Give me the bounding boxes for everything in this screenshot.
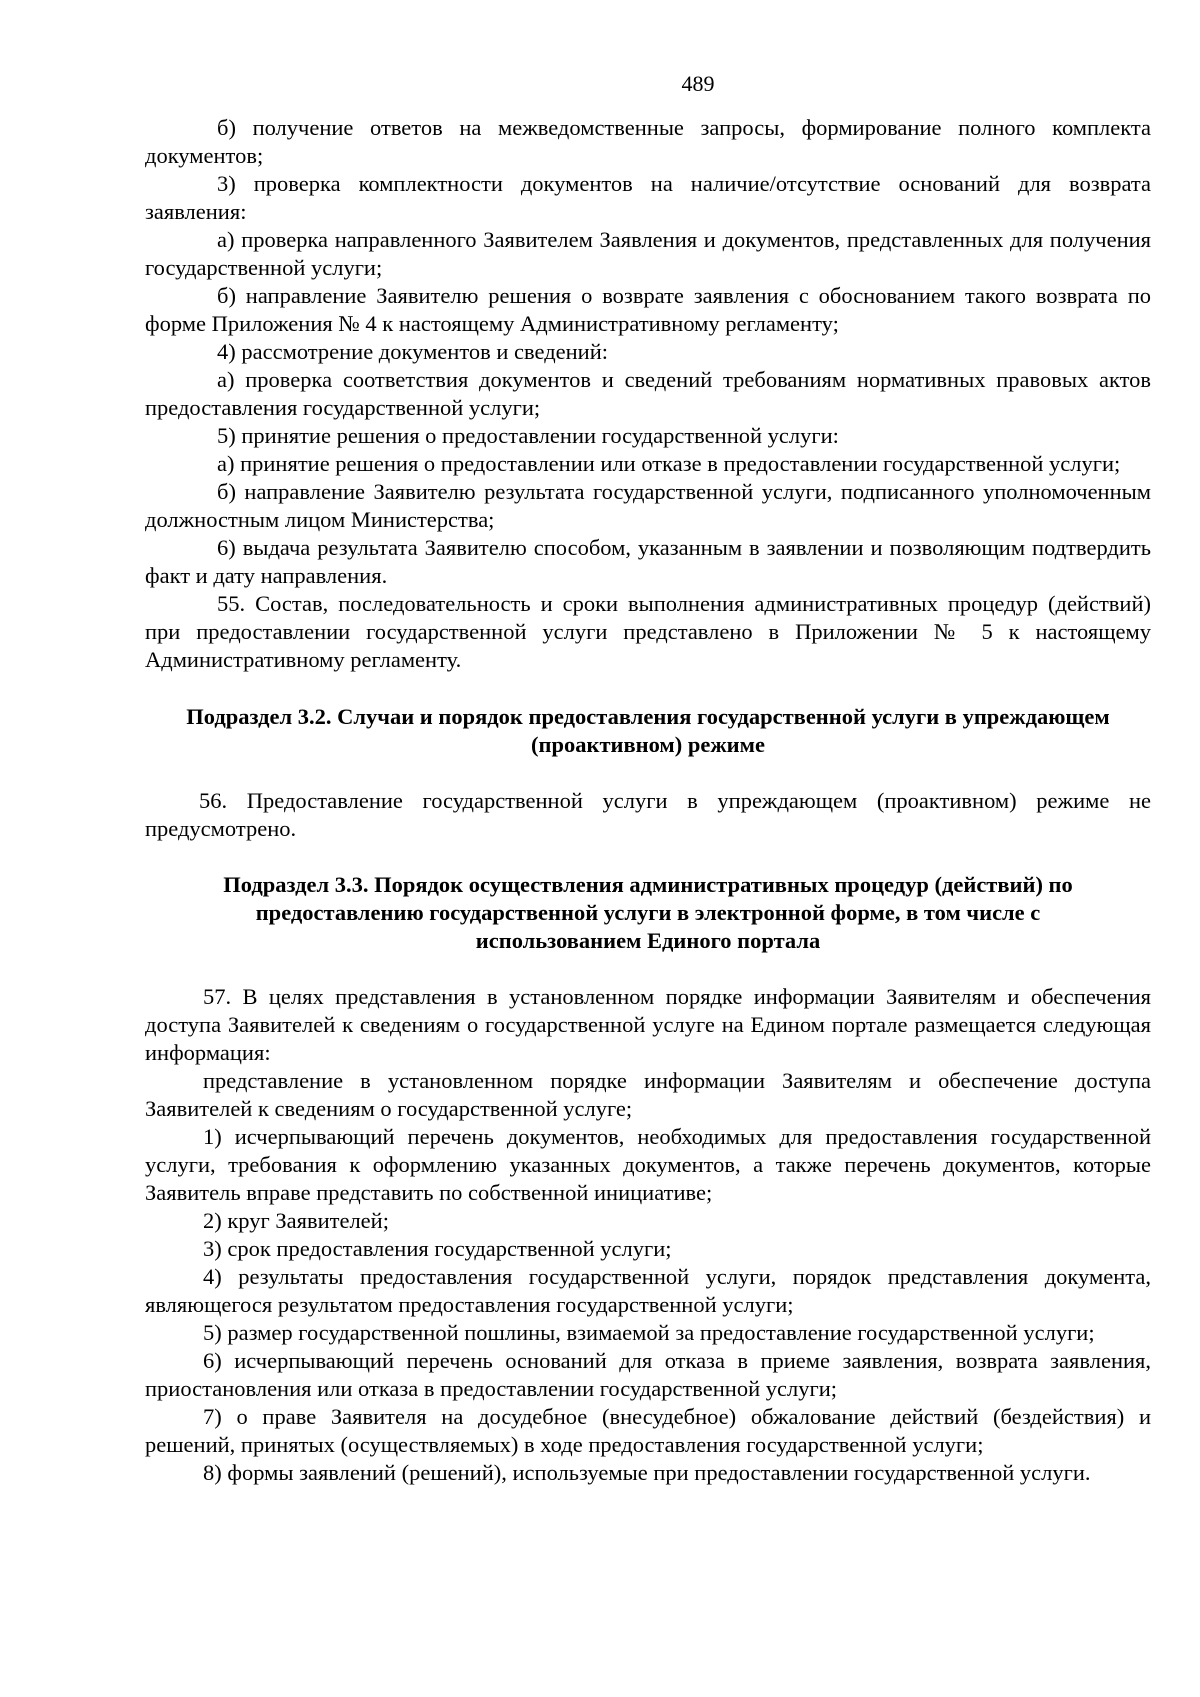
- page-number: 489: [681, 71, 715, 96]
- paragraph-57-2: 2) круг Заявителей;: [203, 1208, 389, 1233]
- paragraph-1b: б) получение ответов на межведомственные запросы, формирование полного комплекта документов;: [145, 115, 1151, 168]
- paragraph-3b: б) направление Заявителю решения о возврате заявления с обоснованием такого возврата по форме Приложения № 4 к настоящему Административному регламенту;: [145, 283, 1151, 336]
- subsection-3-2-heading-line-2: (проактивном) режиме: [531, 732, 765, 757]
- paragraph-4a: а) проверка соответствия документов и сведений требованиям нормативных правовых актов предоставления государственной услуги;: [145, 367, 1151, 420]
- paragraph-55: 55. Состав, последовательность и сроки выполнения административных процедур (действий) при предоставлении государственной услуги представлено в Приложении № 5 к настоящему Административному регламенту.: [145, 591, 1151, 672]
- subsection-3-3-heading: [145, 871, 1151, 955]
- subsection-3-2-heading: [145, 703, 1151, 759]
- portal-information-list: [145, 983, 1151, 1487]
- subsection-3-2-heading-line-1: Подраздел 3.2. Случаи и порядок предоставления государственной услуги в упреждающем: [186, 704, 1110, 729]
- procedures-list: [145, 114, 1151, 674]
- paragraph-3a: а) проверка направленного Заявителем Заявления и документов, представленных для получения государственной услуги;: [145, 227, 1151, 280]
- paragraph-57: 57. В целях представления в установленном порядке информации Заявителям и обеспечения доступа Заявителей к сведениям о государственной услуге на Едином портале размещается следующая информация:: [145, 984, 1151, 1065]
- subsection-3-3-heading-line-3: использованием Единого портала: [475, 928, 821, 953]
- paragraph-57-3: 3) срок предоставления государственной услуги;: [203, 1236, 672, 1261]
- subsection-3-3-heading-line-2: предоставлению государственной услуги в электронной форме, в том числе с: [255, 900, 1041, 925]
- document-page: [145, 70, 1151, 1487]
- paragraph-57-5: 5) размер государственной пошлины, взимаемой за предоставление государственной услуги;: [203, 1320, 1095, 1345]
- subsection-3-3-heading-line-1: Подраздел 3.3. Порядок осуществления административных процедур (действий) по: [223, 872, 1073, 897]
- paragraph-6: 6) выдача результата Заявителю способом, указанным в заявлении и позволяющим подтвердить факт и дату направления.: [145, 535, 1151, 588]
- paragraph-57-8: 8) формы заявлений (решений), используемые при предоставлении государственной услуги.: [203, 1460, 1091, 1485]
- paragraph-4: 4) рассмотрение документов и сведений:: [217, 339, 609, 364]
- paragraph-57-4: 4) результаты предоставления государственной услуги, порядок представления документа, являющегося результатом предоставления государственной услуги;: [145, 1264, 1151, 1317]
- paragraph-3: 3) проверка комплектности документов на наличие/отсутствие оснований для возврата заявления:: [145, 171, 1151, 224]
- paragraph-5b: б) направление Заявителю результата государственной услуги, подписанного уполномоченным должностным лицом Министерства;: [145, 479, 1151, 532]
- paragraph-56: 56. Предоставление государственной услуги в упреждающем (проактивном) режиме не предусмотрено.: [145, 788, 1151, 841]
- paragraph-57-intro: представление в установленном порядке информации Заявителям и обеспечение доступа Заявителей к сведениям о государственной услуге;: [145, 1068, 1151, 1121]
- paragraph-57-7: 7) о праве Заявителя на досудебное (внесудебное) обжалование действий (бездействия) и решений, принятых (осуществляемых) в ходе предоставления государственной услуги;: [145, 1404, 1151, 1457]
- paragraph-57-1: 1) исчерпывающий перечень документов, необходимых для предоставления государственной услуги, требования к оформлению указанных документов, а также перечень документов, которые Заявитель вправе представить по собственной инициативе;: [145, 1124, 1151, 1205]
- paragraph-5: 5) принятие решения о предоставлении государственной услуги:: [217, 423, 839, 448]
- paragraph-57-6: 6) исчерпывающий перечень оснований для отказа в приеме заявления, возврата заявления, приостановления или отказа в предоставлении государственной услуги;: [145, 1348, 1151, 1401]
- paragraph-5a: а) принятие решения о предоставлении или отказе в предоставлении государственной услуги;: [217, 451, 1121, 476]
